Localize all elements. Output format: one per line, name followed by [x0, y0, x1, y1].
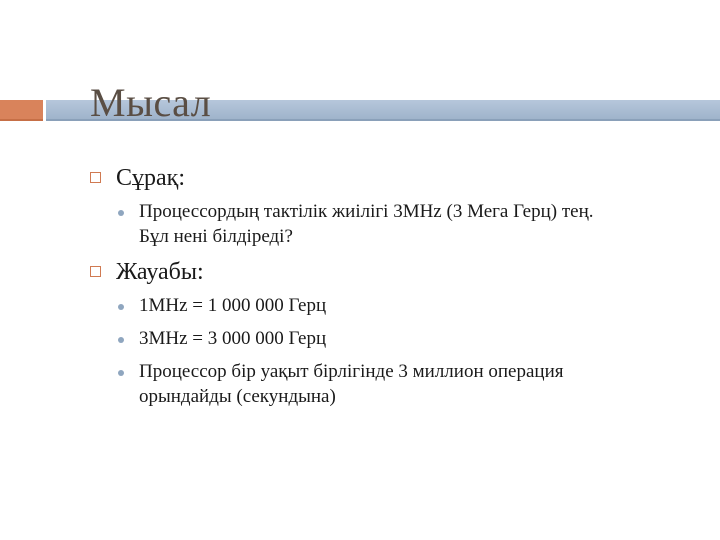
bullet-question [88, 163, 688, 193]
dot-bullet-icon [118, 337, 124, 343]
bullet-label: Сұрақ: [116, 165, 185, 191]
sub-bullet-text: Процессор бір уақыт бірлігінде 3 миллион операция орындайды (секундына) [139, 361, 564, 407]
dot-bullet-icon [118, 370, 124, 376]
sub-bullet-text: 3MHz = 3 000 000 Герц [139, 328, 327, 349]
slide-content [88, 163, 688, 417]
sub-bullet-text: Процессордың тактілік жиілігі 3MHz (3 Мега Герц) тең. Бұл нені білдіреді? [139, 201, 594, 247]
square-bullet-icon [90, 266, 101, 277]
dot-bullet-icon [118, 304, 124, 310]
sub-bullet [118, 199, 599, 249]
dot-bullet-icon [118, 210, 124, 216]
slide-title: Мысал [90, 80, 212, 125]
bullet-answer [88, 257, 688, 287]
sub-bullet [118, 293, 599, 318]
accent-bar-orange [0, 100, 43, 121]
square-bullet-icon [90, 172, 101, 183]
sub-bullet [118, 359, 599, 409]
sub-bullet [118, 326, 599, 351]
bullet-label: Жауабы: [116, 259, 204, 285]
sub-bullet-text: 1MHz = 1 000 000 Герц [139, 295, 327, 316]
